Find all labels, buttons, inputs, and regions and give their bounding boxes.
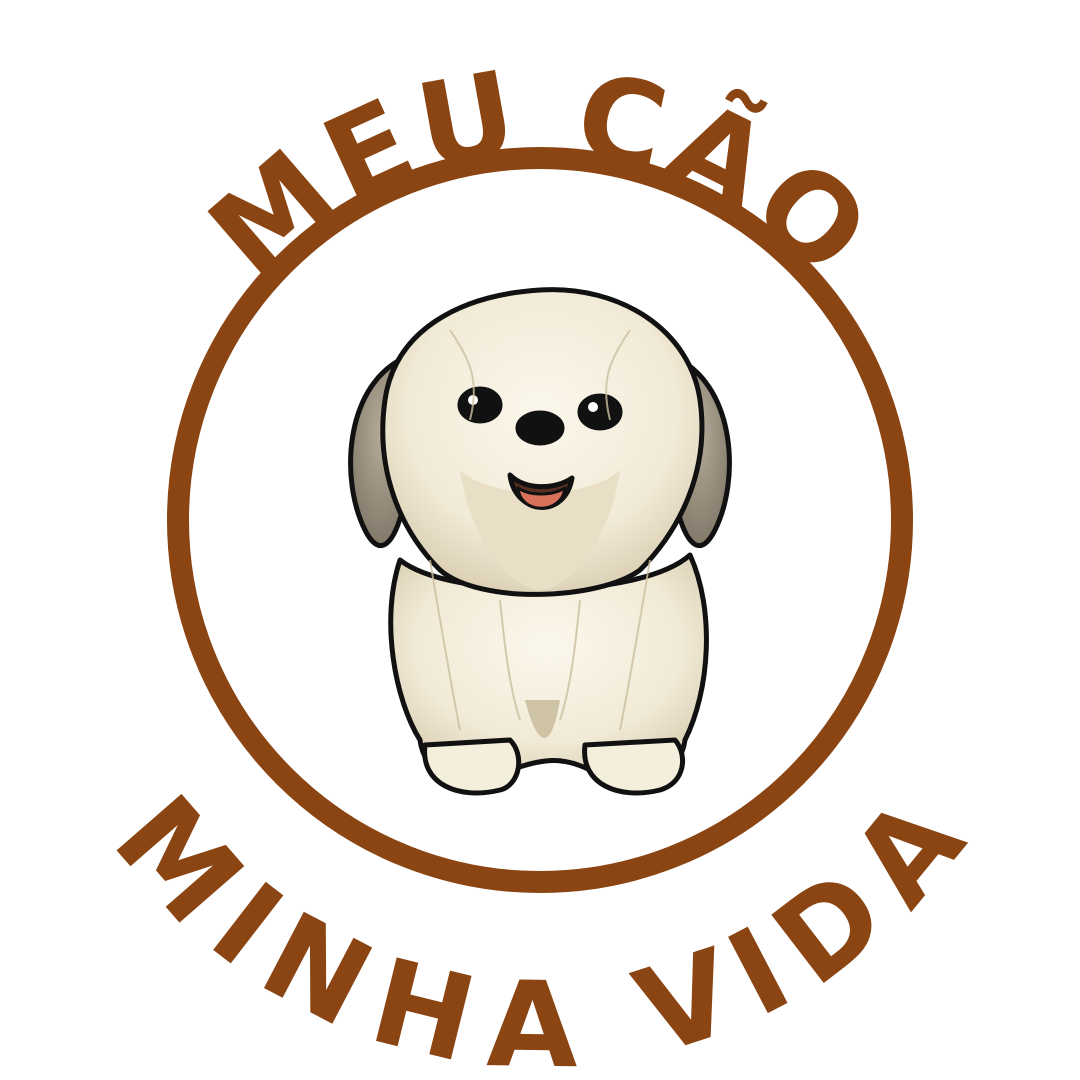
dog-illustration xyxy=(351,290,730,793)
dog-left-eye xyxy=(460,389,500,421)
top-arc-text xyxy=(184,44,898,306)
bottom-arc-text xyxy=(88,769,992,1080)
dog-right-paw xyxy=(585,740,683,793)
dog-right-eye xyxy=(580,396,620,428)
brand-title-bottom: MINHA VIDA xyxy=(88,769,993,1080)
brand-title-top: MEU CÃO xyxy=(183,43,898,306)
dog-left-paw xyxy=(425,740,519,793)
dog-nose xyxy=(518,413,562,443)
